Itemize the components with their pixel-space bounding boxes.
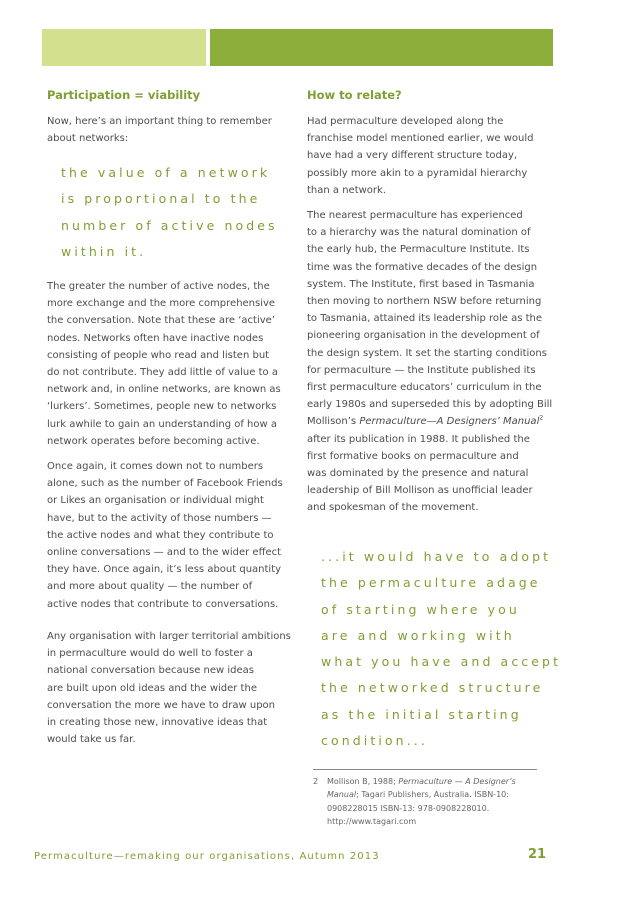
page-number: 21 [528,847,547,862]
left-pull-quote: the value of a network is proportional to the number of active nodes within it. [61,165,278,259]
left-paragraph-2: Once again, it comes down not to numbers alone, such as the number of Facebook Friends or Likes an organisation or individual might have, but to the activity of those numbers — the active nodes and what they contribute to online conversations — and to the wider effect they have. Once again, it’s less about quantity and more about quality — the number of active nodes that contribute to conversations. [47,461,283,610]
right-paragraph-2: The nearest permaculture has experienced to a hierarchy was the natural domination of the early hub, the Permaculture Institute. Its time was the formative decades of the design system. The Institute, first based in Tasmania then moving to northern NSW before returning to Tasmania, attained its leadership role as the pioneering organisation in the development of the design system. It set the starting conditions for permaculture — the Institute published its first permaculture educators’ curriculum in the early 1980s and superseded this by adopting Bill Mollison’s Permaculture—A Designers’ Manual$^2$ after its publication in 1988. It published the first formative books on permaculture and was dominated by the presence and natural leadership of Bill Mollison as unofficial leader and spokesman of the movement. [307,210,553,514]
left-intro: Now, here’s an important thing to remember about networks: [47,116,272,145]
right-pull-quote: ...it would have to adopt the permaculture adage of starting where you are and working with what you have and accept the networked structure as the initial starting condition... [321,549,562,749]
left-paragraph-3: Any organisation with larger territorial ambitions in permaculture would do well to foster a national conversation because new ideas are built upon old ideas and the wider the conversation the more we have to draw upon in creating those new, innovative ideas that would take us far. [47,631,291,746]
header-band-dark [210,29,553,66]
book-title: Permaculture—A Designers’ Manual [359,416,540,428]
heading-how-to-relate: How to relate? [307,88,402,102]
left-paragraph-1: The greater the number of active nodes, the more exchange and the more comprehensive the conversation. Note that these are ‘active’ nodes. Networks often have inactive nodes consisting of people who read and listen but do not contribute. They add little of value to a network and, in online networks, are known as ‘lurkers’. Sometimes, people new to networks lurk awhile to gain an understanding of how a network operates before becoming active. [47,281,281,447]
footnote: 2 Mollison B, 1988; Permaculture — A Designer’s Manual; Tagari Publishers, Australia. ISBN-10: 0908228015 ISBN-13: 978-0908228010. http://www.tagari.com [313,777,516,827]
footnote-reference: 2 [539,415,544,423]
header-band-light [42,29,206,66]
footnote-divider [313,769,537,770]
footnote-link[interactable]: http://www.tagari.com [327,817,417,827]
heading-participation: Participation = viability [47,88,201,102]
right-paragraph-1: Had permaculture developed along the franchise model mentioned earlier, we would have had a very different structure today, possibly more akin to a pyramidal hierarchy than a network. [307,116,534,196]
footer-publication-title: Permaculture—remaking our organisations, Autumn 2013 [34,851,380,862]
